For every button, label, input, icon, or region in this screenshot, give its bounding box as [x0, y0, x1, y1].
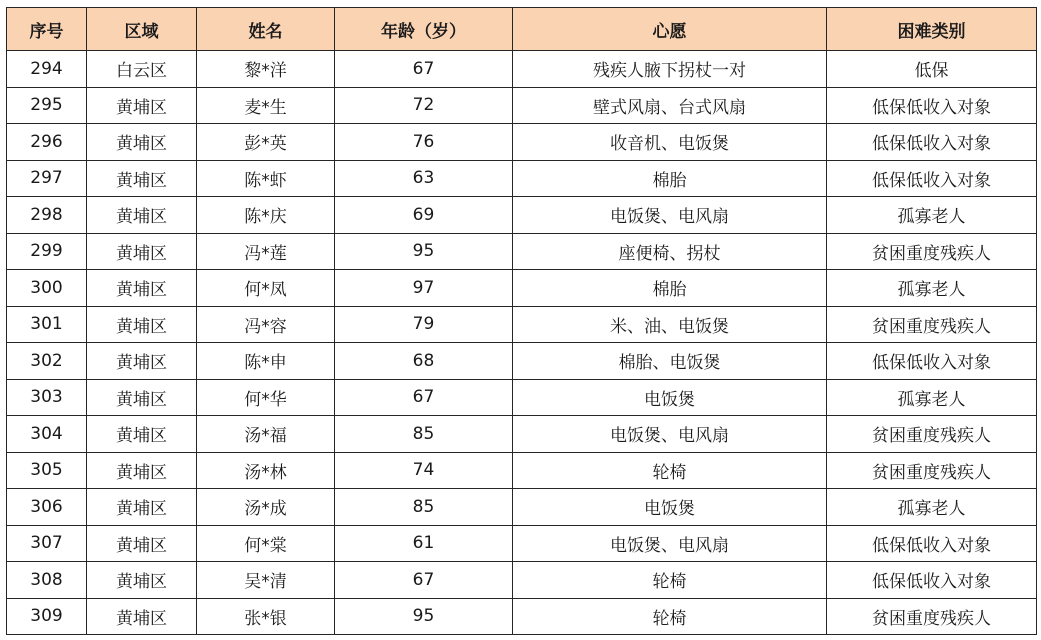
- cell-wish: 电饭煲、电风扇: [513, 197, 827, 234]
- cell-index: 298: [7, 197, 87, 234]
- cell-district: 黄埔区: [87, 124, 197, 161]
- cell-age: 69: [335, 197, 513, 234]
- cell-hardship-category: 孤寡老人: [827, 197, 1037, 234]
- cell-district: 黄埔区: [87, 233, 197, 270]
- cell-hardship-category: 孤寡老人: [827, 270, 1037, 307]
- cell-age: 79: [335, 306, 513, 343]
- cell-hardship-category: 贫困重度残疾人: [827, 233, 1037, 270]
- cell-name: 张*银: [197, 598, 335, 635]
- cell-wish: 轮椅: [513, 562, 827, 599]
- cell-district: 黄埔区: [87, 598, 197, 635]
- table-row: [7, 525, 1037, 562]
- cell-name: 彭*英: [197, 124, 335, 161]
- cell-index: 299: [7, 233, 87, 270]
- cell-hardship-category: 低保低收入对象: [827, 562, 1037, 599]
- cell-wish: 电饭煲: [513, 379, 827, 416]
- table-row: [7, 160, 1037, 197]
- cell-age: 67: [335, 379, 513, 416]
- cell-district: 黄埔区: [87, 197, 197, 234]
- cell-district: 黄埔区: [87, 270, 197, 307]
- cell-age: 95: [335, 233, 513, 270]
- cell-name: 何*华: [197, 379, 335, 416]
- cell-index: 308: [7, 562, 87, 599]
- cell-wish: 残疾人腋下拐杖一对: [513, 51, 827, 88]
- cell-age: 72: [335, 87, 513, 124]
- cell-wish: 轮椅: [513, 598, 827, 635]
- cell-age: 61: [335, 525, 513, 562]
- cell-name: 何*棠: [197, 525, 335, 562]
- cell-age: 85: [335, 489, 513, 526]
- column-header-hardship-category: 困难类别: [827, 8, 1037, 51]
- cell-name: 何*凤: [197, 270, 335, 307]
- cell-hardship-category: 低保低收入对象: [827, 343, 1037, 380]
- cell-district: 黄埔区: [87, 416, 197, 453]
- cell-age: 63: [335, 160, 513, 197]
- cell-age: 76: [335, 124, 513, 161]
- table-row: [7, 562, 1037, 599]
- column-header-name: 姓名: [197, 8, 335, 51]
- cell-name: 汤*成: [197, 489, 335, 526]
- cell-name: 陈*申: [197, 343, 335, 380]
- cell-age: 95: [335, 598, 513, 635]
- cell-age: 97: [335, 270, 513, 307]
- cell-hardship-category: 孤寡老人: [827, 379, 1037, 416]
- cell-index: 303: [7, 379, 87, 416]
- table-row: [7, 379, 1037, 416]
- cell-name: 汤*林: [197, 452, 335, 489]
- cell-district: 黄埔区: [87, 562, 197, 599]
- table-row: [7, 489, 1037, 526]
- cell-name: 陈*庆: [197, 197, 335, 234]
- cell-wish: 电饭煲、电风扇: [513, 416, 827, 453]
- cell-wish: 棉胎、电饭煲: [513, 343, 827, 380]
- cell-hardship-category: 贫困重度残疾人: [827, 306, 1037, 343]
- cell-index: 306: [7, 489, 87, 526]
- cell-index: 296: [7, 124, 87, 161]
- table-row: [7, 452, 1037, 489]
- table-row: [7, 270, 1037, 307]
- cell-index: 301: [7, 306, 87, 343]
- cell-district: 黄埔区: [87, 525, 197, 562]
- cell-hardship-category: 低保低收入对象: [827, 124, 1037, 161]
- cell-wish: 座便椅、拐杖: [513, 233, 827, 270]
- cell-wish: 棉胎: [513, 160, 827, 197]
- cell-index: 307: [7, 525, 87, 562]
- cell-hardship-category: 低保低收入对象: [827, 160, 1037, 197]
- cell-hardship-category: 低保: [827, 51, 1037, 88]
- table-row: [7, 416, 1037, 453]
- cell-district: 黄埔区: [87, 489, 197, 526]
- cell-index: 295: [7, 87, 87, 124]
- cell-name: 汤*福: [197, 416, 335, 453]
- cell-index: 300: [7, 270, 87, 307]
- table-header-row: [7, 8, 1037, 51]
- cell-index: 302: [7, 343, 87, 380]
- cell-name: 冯*莲: [197, 233, 335, 270]
- cell-hardship-category: 贫困重度残疾人: [827, 452, 1037, 489]
- cell-age: 74: [335, 452, 513, 489]
- cell-wish: 壁式风扇、台式风扇: [513, 87, 827, 124]
- table-row: [7, 124, 1037, 161]
- table-row: [7, 233, 1037, 270]
- cell-wish: 电饭煲、电风扇: [513, 525, 827, 562]
- cell-district: 黄埔区: [87, 306, 197, 343]
- cell-name: 黎*洋: [197, 51, 335, 88]
- column-header-index: 序号: [7, 8, 87, 51]
- cell-district: 黄埔区: [87, 379, 197, 416]
- cell-index: 297: [7, 160, 87, 197]
- cell-district: 黄埔区: [87, 87, 197, 124]
- cell-wish: 米、油、电饭煲: [513, 306, 827, 343]
- column-header-district: 区域: [87, 8, 197, 51]
- table-body: [7, 51, 1037, 635]
- cell-age: 67: [335, 562, 513, 599]
- cell-hardship-category: 低保低收入对象: [827, 525, 1037, 562]
- cell-hardship-category: 低保低收入对象: [827, 87, 1037, 124]
- column-header-wish: 心愿: [513, 8, 827, 51]
- cell-hardship-category: 孤寡老人: [827, 489, 1037, 526]
- cell-name: 吴*清: [197, 562, 335, 599]
- cell-name: 冯*容: [197, 306, 335, 343]
- cell-district: 白云区: [87, 51, 197, 88]
- column-header-age: 年龄（岁）: [335, 8, 513, 51]
- cell-index: 294: [7, 51, 87, 88]
- cell-district: 黄埔区: [87, 452, 197, 489]
- table-row: [7, 306, 1037, 343]
- cell-age: 68: [335, 343, 513, 380]
- cell-index: 309: [7, 598, 87, 635]
- wish-list-table: [6, 7, 1037, 635]
- table-row: [7, 598, 1037, 635]
- cell-index: 304: [7, 416, 87, 453]
- table-row: [7, 87, 1037, 124]
- table-row: [7, 197, 1037, 234]
- table-row: [7, 343, 1037, 380]
- cell-district: 黄埔区: [87, 343, 197, 380]
- cell-wish: 电饭煲: [513, 489, 827, 526]
- cell-hardship-category: 贫困重度残疾人: [827, 598, 1037, 635]
- cell-wish: 轮椅: [513, 452, 827, 489]
- cell-wish: 收音机、电饭煲: [513, 124, 827, 161]
- cell-name: 麦*生: [197, 87, 335, 124]
- cell-index: 305: [7, 452, 87, 489]
- cell-wish: 棉胎: [513, 270, 827, 307]
- cell-age: 85: [335, 416, 513, 453]
- cell-age: 67: [335, 51, 513, 88]
- table-row: [7, 51, 1037, 88]
- cell-hardship-category: 贫困重度残疾人: [827, 416, 1037, 453]
- cell-district: 黄埔区: [87, 160, 197, 197]
- cell-name: 陈*虾: [197, 160, 335, 197]
